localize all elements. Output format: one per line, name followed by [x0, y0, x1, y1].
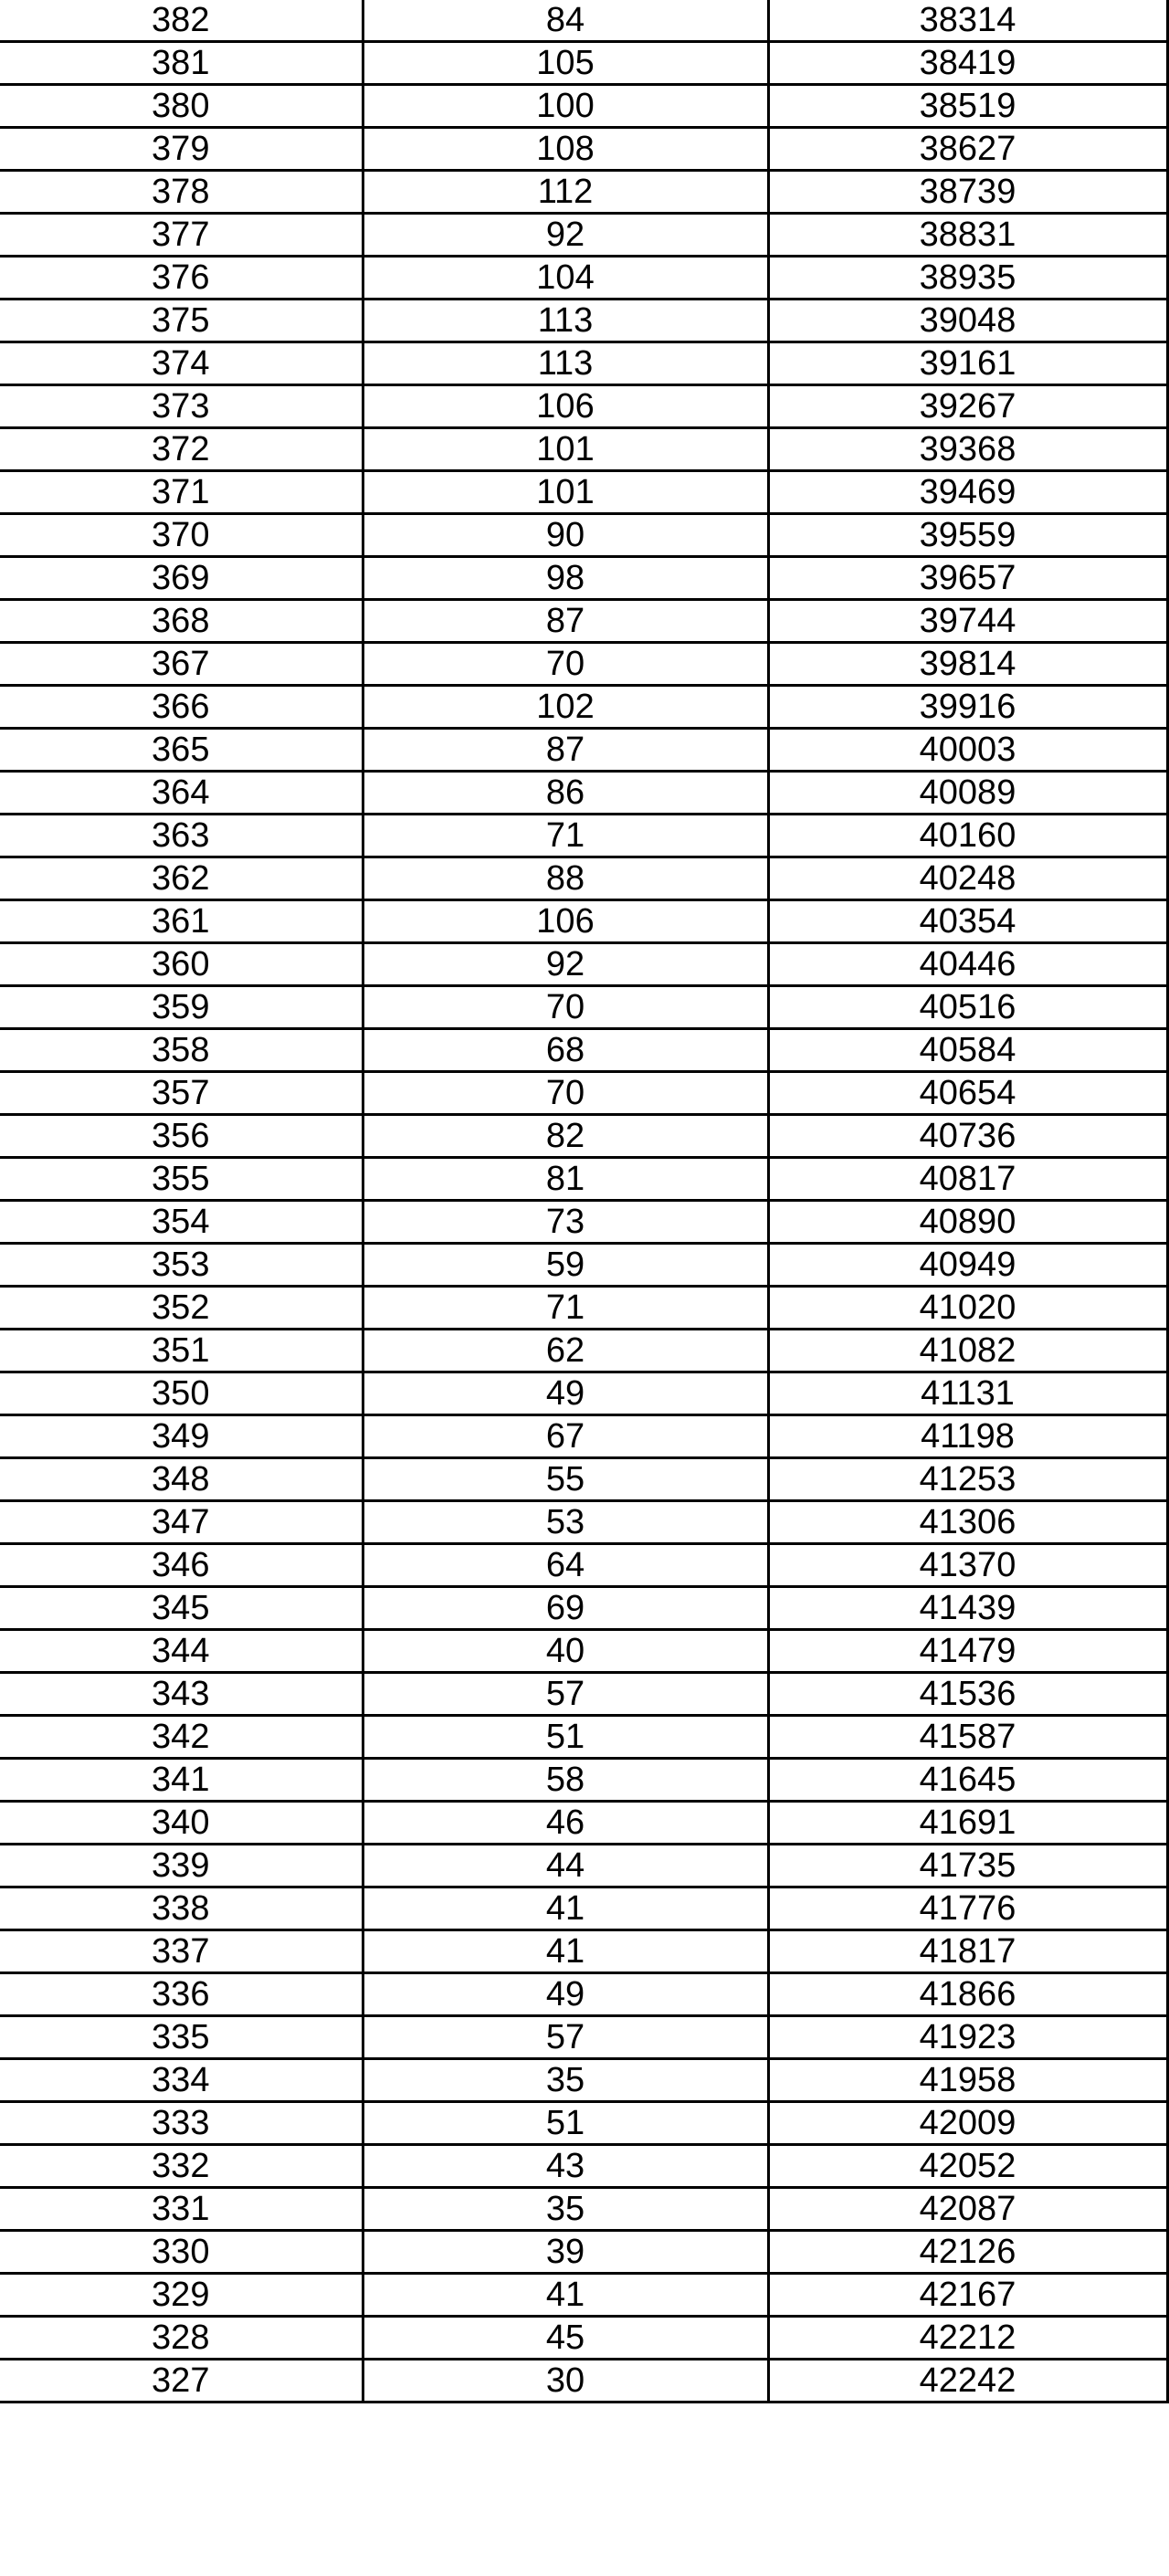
count-cell: 92: [363, 214, 768, 257]
cumulative-cell: 40817: [768, 1158, 1167, 1201]
cumulative-cell: 41479: [768, 1630, 1167, 1673]
table-row: [0, 772, 1167, 815]
table-row: [0, 1029, 1167, 1072]
count-cell: 43: [363, 2145, 768, 2188]
score-cell: 357: [0, 1072, 363, 1115]
count-cell: 106: [363, 385, 768, 428]
score-cell: 375: [0, 300, 363, 342]
count-cell: 70: [363, 1072, 768, 1115]
cumulative-cell: 41735: [768, 1845, 1167, 1887]
score-cell: 356: [0, 1115, 363, 1158]
cumulative-cell: 41198: [768, 1415, 1167, 1458]
count-cell: 87: [363, 600, 768, 643]
score-cell: 379: [0, 128, 363, 171]
cumulative-cell: 38519: [768, 85, 1167, 128]
score-cell: 349: [0, 1415, 363, 1458]
score-cell: 353: [0, 1244, 363, 1287]
count-cell: 45: [363, 2317, 768, 2360]
score-cell: 380: [0, 85, 363, 128]
table-row: [0, 385, 1167, 428]
score-cell: 373: [0, 385, 363, 428]
score-cell: 369: [0, 557, 363, 600]
score-cell: 354: [0, 1201, 363, 1244]
table-row: [0, 1630, 1167, 1673]
score-cell: 360: [0, 943, 363, 986]
count-cell: 70: [363, 986, 768, 1029]
cumulative-cell: 40248: [768, 857, 1167, 900]
count-cell: 39: [363, 2231, 768, 2274]
table-row: [0, 42, 1167, 85]
cumulative-cell: 41131: [768, 1372, 1167, 1415]
count-cell: 113: [363, 342, 768, 385]
score-cell: 342: [0, 1716, 363, 1759]
cumulative-cell: 39559: [768, 514, 1167, 557]
table-row: [0, 1802, 1167, 1845]
cumulative-cell: 39657: [768, 557, 1167, 600]
table-row: [0, 2274, 1167, 2317]
cumulative-cell: 38935: [768, 257, 1167, 300]
count-cell: 41: [363, 1930, 768, 1973]
score-cell: 332: [0, 2145, 363, 2188]
score-cell: 331: [0, 2188, 363, 2231]
score-cell: 347: [0, 1501, 363, 1544]
cumulative-cell: 41253: [768, 1458, 1167, 1501]
cumulative-cell: 42167: [768, 2274, 1167, 2317]
score-cell: 343: [0, 1673, 363, 1716]
cumulative-cell: 40890: [768, 1201, 1167, 1244]
cumulative-cell: 41020: [768, 1287, 1167, 1330]
table-row: [0, 428, 1167, 471]
table-row: [0, 85, 1167, 128]
count-cell: 53: [363, 1501, 768, 1544]
cumulative-cell: 42212: [768, 2317, 1167, 2360]
cumulative-cell: 39267: [768, 385, 1167, 428]
count-cell: 49: [363, 1973, 768, 2016]
cumulative-cell: 41370: [768, 1544, 1167, 1587]
table-row: [0, 0, 1167, 42]
table-row: [0, 214, 1167, 257]
score-cell: 367: [0, 643, 363, 686]
cumulative-cell: 40736: [768, 1115, 1167, 1158]
score-cell: 382: [0, 0, 363, 42]
count-cell: 64: [363, 1544, 768, 1587]
cumulative-cell: 38627: [768, 128, 1167, 171]
count-cell: 87: [363, 729, 768, 772]
table-row: [0, 900, 1167, 943]
count-cell: 106: [363, 900, 768, 943]
cumulative-cell: 40354: [768, 900, 1167, 943]
count-cell: 73: [363, 1201, 768, 1244]
count-cell: 68: [363, 1029, 768, 1072]
count-cell: 92: [363, 943, 768, 986]
table-row: [0, 1244, 1167, 1287]
table-row: [0, 2317, 1167, 2360]
table-row: [0, 1287, 1167, 1330]
count-cell: 112: [363, 171, 768, 214]
count-cell: 51: [363, 1716, 768, 1759]
table-row: [0, 2059, 1167, 2102]
score-cell: 376: [0, 257, 363, 300]
count-cell: 100: [363, 85, 768, 128]
score-cell: 334: [0, 2059, 363, 2102]
table-row: [0, 1415, 1167, 1458]
count-cell: 82: [363, 1115, 768, 1158]
count-cell: 101: [363, 428, 768, 471]
score-cell: 333: [0, 2102, 363, 2145]
table-row: [0, 686, 1167, 729]
table-row: [0, 1330, 1167, 1372]
score-cell: 364: [0, 772, 363, 815]
score-cell: 378: [0, 171, 363, 214]
count-cell: 113: [363, 300, 768, 342]
cumulative-cell: 42242: [768, 2360, 1167, 2403]
score-cell: 329: [0, 2274, 363, 2317]
count-cell: 98: [363, 557, 768, 600]
table-row: [0, 1115, 1167, 1158]
count-cell: 84: [363, 0, 768, 42]
cumulative-cell: 38314: [768, 0, 1167, 42]
score-cell: 362: [0, 857, 363, 900]
score-cell: 361: [0, 900, 363, 943]
score-cell: 365: [0, 729, 363, 772]
score-cell: 330: [0, 2231, 363, 2274]
table-row: [0, 600, 1167, 643]
cumulative-cell: 41866: [768, 1973, 1167, 2016]
cumulative-cell: 41439: [768, 1587, 1167, 1630]
cumulative-cell: 41536: [768, 1673, 1167, 1716]
score-cell: 370: [0, 514, 363, 557]
score-cell: 368: [0, 600, 363, 643]
cumulative-cell: 41587: [768, 1716, 1167, 1759]
table-row: [0, 857, 1167, 900]
cumulative-cell: 42126: [768, 2231, 1167, 2274]
table-row: [0, 643, 1167, 686]
table-row: [0, 1759, 1167, 1802]
cumulative-cell: 40089: [768, 772, 1167, 815]
count-cell: 86: [363, 772, 768, 815]
table-row: [0, 1973, 1167, 2016]
table-row: [0, 1930, 1167, 1973]
score-cell: 359: [0, 986, 363, 1029]
score-cell: 341: [0, 1759, 363, 1802]
score-cell: 358: [0, 1029, 363, 1072]
count-cell: 58: [363, 1759, 768, 1802]
cumulative-cell: 41958: [768, 2059, 1167, 2102]
table-row: [0, 2145, 1167, 2188]
table-row: [0, 342, 1167, 385]
count-cell: 49: [363, 1372, 768, 1415]
count-cell: 62: [363, 1330, 768, 1372]
table-row: [0, 1458, 1167, 1501]
score-cell: 374: [0, 342, 363, 385]
table-row: [0, 1673, 1167, 1716]
table-row: [0, 1158, 1167, 1201]
table-row: [0, 171, 1167, 214]
score-cell: 371: [0, 471, 363, 514]
cumulative-cell: 38831: [768, 214, 1167, 257]
cumulative-cell: 40003: [768, 729, 1167, 772]
count-cell: 71: [363, 1287, 768, 1330]
cumulative-cell: 41691: [768, 1802, 1167, 1845]
cumulative-cell: 41776: [768, 1887, 1167, 1930]
cumulative-cell: 39916: [768, 686, 1167, 729]
count-cell: 90: [363, 514, 768, 557]
table-row: [0, 986, 1167, 1029]
table-row: [0, 1716, 1167, 1759]
count-cell: 67: [363, 1415, 768, 1458]
table-row: [0, 2102, 1167, 2145]
count-cell: 41: [363, 2274, 768, 2317]
table-row: [0, 1887, 1167, 1930]
cumulative-cell: 38739: [768, 171, 1167, 214]
score-cell: 338: [0, 1887, 363, 1930]
count-cell: 69: [363, 1587, 768, 1630]
table-row: [0, 1544, 1167, 1587]
table-row: [0, 128, 1167, 171]
count-cell: 101: [363, 471, 768, 514]
table-row: [0, 1845, 1167, 1887]
table-row: [0, 1072, 1167, 1115]
table-row: [0, 815, 1167, 857]
count-cell: 59: [363, 1244, 768, 1287]
count-cell: 40: [363, 1630, 768, 1673]
cumulative-cell: 41645: [768, 1759, 1167, 1802]
count-cell: 35: [363, 2059, 768, 2102]
cumulative-cell: 39161: [768, 342, 1167, 385]
score-cell: 335: [0, 2016, 363, 2059]
score-cell: 363: [0, 815, 363, 857]
score-cell: 372: [0, 428, 363, 471]
cumulative-cell: 40654: [768, 1072, 1167, 1115]
count-cell: 104: [363, 257, 768, 300]
table-row: [0, 2231, 1167, 2274]
cumulative-cell: 39744: [768, 600, 1167, 643]
table-row: [0, 2016, 1167, 2059]
cumulative-cell: 40446: [768, 943, 1167, 986]
table-row: [0, 1587, 1167, 1630]
table-row: [0, 514, 1167, 557]
count-cell: 105: [363, 42, 768, 85]
table-row: [0, 300, 1167, 342]
count-cell: 102: [363, 686, 768, 729]
score-cell: 328: [0, 2317, 363, 2360]
score-cell: 350: [0, 1372, 363, 1415]
score-cell: 344: [0, 1630, 363, 1673]
score-cell: 352: [0, 1287, 363, 1330]
cumulative-cell: 39814: [768, 643, 1167, 686]
score-cell: 346: [0, 1544, 363, 1587]
count-cell: 44: [363, 1845, 768, 1887]
table-row: [0, 557, 1167, 600]
count-cell: 71: [363, 815, 768, 857]
count-cell: 57: [363, 1673, 768, 1716]
score-cell: 336: [0, 1973, 363, 2016]
count-cell: 35: [363, 2188, 768, 2231]
cumulative-cell: 42052: [768, 2145, 1167, 2188]
cumulative-cell: 40584: [768, 1029, 1167, 1072]
table-row: [0, 729, 1167, 772]
table-row: [0, 2188, 1167, 2231]
cumulative-cell: 40516: [768, 986, 1167, 1029]
count-cell: 57: [363, 2016, 768, 2059]
table-row: [0, 2360, 1167, 2403]
cumulative-cell: 40949: [768, 1244, 1167, 1287]
cumulative-cell: 41306: [768, 1501, 1167, 1544]
count-cell: 51: [363, 2102, 768, 2145]
score-cell: 327: [0, 2360, 363, 2403]
count-cell: 41: [363, 1887, 768, 1930]
count-cell: 55: [363, 1458, 768, 1501]
count-cell: 81: [363, 1158, 768, 1201]
table-row: [0, 471, 1167, 514]
count-cell: 108: [363, 128, 768, 171]
cumulative-cell: 41082: [768, 1330, 1167, 1372]
cumulative-cell: 39048: [768, 300, 1167, 342]
cumulative-cell: 38419: [768, 42, 1167, 85]
count-cell: 88: [363, 857, 768, 900]
score-cell: 339: [0, 1845, 363, 1887]
cumulative-cell: 39469: [768, 471, 1167, 514]
cumulative-cell: 42087: [768, 2188, 1167, 2231]
cumulative-cell: 40160: [768, 815, 1167, 857]
score-cell: 377: [0, 214, 363, 257]
cumulative-cell: 41817: [768, 1930, 1167, 1973]
score-cell: 337: [0, 1930, 363, 1973]
score-cell: 366: [0, 686, 363, 729]
count-cell: 30: [363, 2360, 768, 2403]
cumulative-cell: 42009: [768, 2102, 1167, 2145]
score-cell: 355: [0, 1158, 363, 1201]
count-cell: 70: [363, 643, 768, 686]
score-cell: 348: [0, 1458, 363, 1501]
table-row: [0, 1372, 1167, 1415]
count-cell: 46: [363, 1802, 768, 1845]
table-row: [0, 1201, 1167, 1244]
cumulative-cell: 41923: [768, 2016, 1167, 2059]
score-cell: 340: [0, 1802, 363, 1845]
score-cell: 381: [0, 42, 363, 85]
table-row: [0, 257, 1167, 300]
table-row: [0, 943, 1167, 986]
cumulative-cell: 39368: [768, 428, 1167, 471]
score-cell: 345: [0, 1587, 363, 1630]
table-row: [0, 1501, 1167, 1544]
score-cell: 351: [0, 1330, 363, 1372]
